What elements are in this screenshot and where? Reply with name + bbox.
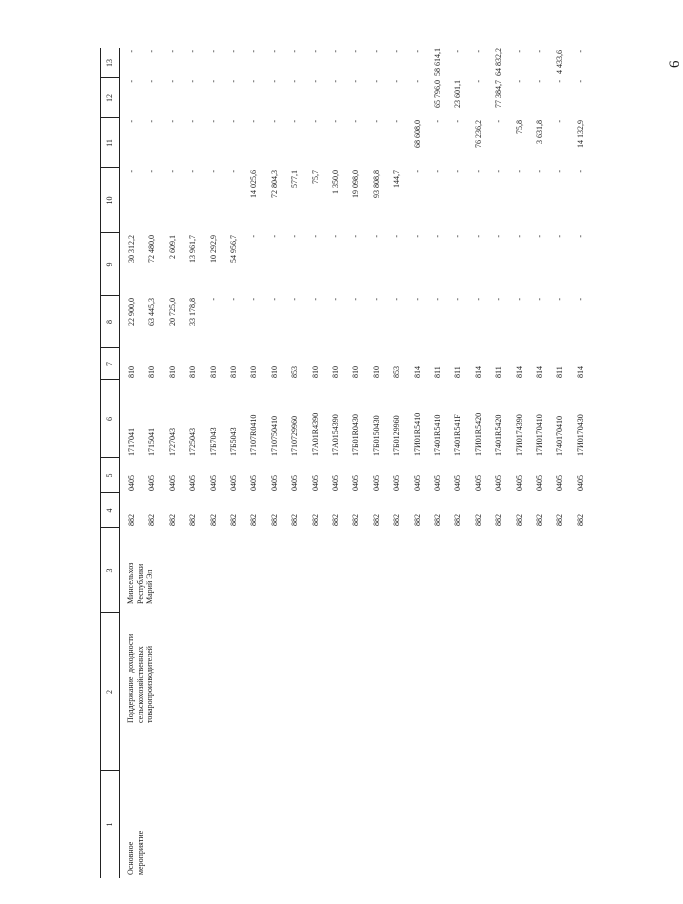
cell-c13: - <box>392 50 402 53</box>
cell-c12: - <box>208 80 218 83</box>
cell-c9: 54 956,7 <box>229 235 238 263</box>
cell-c12: - <box>535 80 544 83</box>
cell-c10: - <box>535 170 544 173</box>
cell-c12: - <box>269 80 279 83</box>
cell-c11: - <box>555 120 565 123</box>
cell-c11: - <box>229 120 238 123</box>
cell-c9: 13 961,7 <box>188 235 198 263</box>
cell-c11: - <box>127 120 136 123</box>
cell-c4: 882 <box>575 514 585 526</box>
column-divider <box>101 379 119 380</box>
table-row <box>147 48 167 878</box>
column-number-2: 2 <box>105 690 114 694</box>
table-row <box>555 48 575 878</box>
cell-c8: - <box>351 298 361 301</box>
cell-c13: - <box>331 50 340 53</box>
table-row <box>127 48 147 878</box>
cell-c13: 4 433,6 <box>555 50 565 74</box>
cell-c6: 1717041 <box>127 428 136 456</box>
cell-c8: - <box>535 298 544 301</box>
cell-c4: 882 <box>310 514 320 526</box>
cell-c11: - <box>208 120 218 123</box>
column-divider <box>101 167 119 168</box>
cell-c12: - <box>188 80 198 83</box>
cell-c5: 0405 <box>412 475 422 491</box>
page-number: 6 <box>667 60 683 68</box>
cell-c11: - <box>147 120 157 123</box>
cell-c5: 0405 <box>127 475 136 491</box>
cell-c7: 810 <box>147 366 157 378</box>
cell-c12: - <box>249 80 259 83</box>
cell-c9: - <box>351 235 361 238</box>
cell-c8: 63 445,3 <box>147 298 157 326</box>
table-row <box>290 48 310 878</box>
cell-c6: 1710750410 <box>269 416 279 456</box>
cell-c4: 882 <box>494 514 504 526</box>
column-number-6: 6 <box>105 417 114 421</box>
cell-c6: 17401R5410 <box>433 414 442 456</box>
cell-c5: 0405 <box>147 475 157 491</box>
column-divider <box>101 232 119 233</box>
cell-c8: - <box>269 298 279 301</box>
table-row <box>351 48 371 878</box>
cell-c8: - <box>514 298 524 301</box>
cell-c7: 811 <box>453 366 463 378</box>
cell-c12: - <box>514 80 524 83</box>
column-divider <box>101 612 119 613</box>
table-row <box>311 48 331 878</box>
cell-c12: - <box>412 80 422 83</box>
cell-c9: 10 292,9 <box>208 235 218 263</box>
cell-c9: - <box>392 235 402 238</box>
cell-c6: 1725043 <box>188 428 198 456</box>
cell-c9: - <box>555 235 565 238</box>
cell-c4: 882 <box>371 514 381 526</box>
cell-c12: - <box>392 80 402 83</box>
cell-c10: - <box>453 170 463 173</box>
cell-c4: 882 <box>331 514 340 526</box>
cell-c5: 0405 <box>331 475 340 491</box>
table-row <box>453 48 473 878</box>
cell-col2-continuation: доходности <box>126 633 135 673</box>
cell-c13: - <box>351 50 361 53</box>
cell-c8: - <box>575 298 585 301</box>
cell-c5: 0405 <box>290 475 300 491</box>
cell-c5: 0405 <box>269 475 279 491</box>
cell-c11: - <box>433 120 442 123</box>
column-number-10: 10 <box>105 196 114 205</box>
cell-c7: 810 <box>331 366 340 378</box>
cell-c9: - <box>290 235 300 238</box>
cell-c10: - <box>473 170 483 173</box>
cell-c10: 14 025,6 <box>249 170 259 198</box>
cell-c7: 810 <box>310 366 320 378</box>
cell-c11: - <box>331 120 340 123</box>
cell-c4: 882 <box>290 514 300 526</box>
cell-c6: 1727043 <box>167 428 177 456</box>
cell-c4: 882 <box>514 514 524 526</box>
cell-c9: 2 609,1 <box>167 235 177 259</box>
table-row <box>535 48 555 878</box>
cell-col3: Минсельхоз Республики Марий Эл <box>126 562 154 604</box>
cell-c8: - <box>433 298 442 301</box>
cell-c10: 93 808,8 <box>371 170 381 198</box>
cell-c12: - <box>371 80 381 83</box>
cell-c11: - <box>453 120 463 123</box>
cell-c6: 17401R541F <box>453 414 463 456</box>
cell-c13: - <box>188 50 198 53</box>
cell-c6: 17И0170410 <box>535 414 544 456</box>
cell-c4: 882 <box>412 514 422 526</box>
cell-c5: 0405 <box>473 475 483 491</box>
cell-c10: - <box>575 170 585 173</box>
column-number-12: 12 <box>105 94 114 102</box>
cell-c11: - <box>290 120 300 123</box>
cell-c10: 19 098,0 <box>351 170 361 198</box>
cell-c5: 0405 <box>433 475 442 491</box>
cell-c7: 810 <box>208 366 218 378</box>
column-number-5: 5 <box>105 473 114 478</box>
cell-c4: 882 <box>351 514 361 526</box>
table-row <box>392 48 412 878</box>
cell-c12: - <box>147 80 157 83</box>
cell-c11: 76 236,2 <box>473 120 483 148</box>
cell-c13: - <box>310 50 320 53</box>
cell-c5: 0405 <box>310 475 320 491</box>
cell-c13: - <box>249 50 259 53</box>
cell-c11: - <box>392 120 402 123</box>
table-row <box>494 48 514 878</box>
cell-c10: 1 350,0 <box>331 170 340 194</box>
cell-c8: - <box>555 298 565 301</box>
cell-c9: - <box>535 235 544 238</box>
cell-c11: 68 608,0 <box>412 120 422 148</box>
cell-c7: 811 <box>494 366 504 378</box>
table-row <box>270 48 290 878</box>
cell-c8: - <box>310 298 320 301</box>
cell-c11: 14 132,9 <box>575 120 585 148</box>
cell-c11: - <box>494 120 504 123</box>
cell-c5: 0405 <box>514 475 524 491</box>
cell-col2: Поддержание сельскохозяйственных товаропроизводителей <box>126 645 154 723</box>
cell-c7: 810 <box>351 366 361 378</box>
cell-c13: - <box>269 50 279 53</box>
cell-c8: - <box>392 298 402 301</box>
cell-c6: 17Б0150430 <box>371 415 381 456</box>
column-number-4: 4 <box>105 508 114 513</box>
cell-c4: 882 <box>147 514 157 526</box>
cell-c11: - <box>371 120 381 123</box>
cell-c4: 882 <box>473 514 483 526</box>
cell-c5: 0405 <box>371 475 381 491</box>
cell-c5: 0405 <box>351 475 361 491</box>
cell-c9: 72 480,0 <box>147 235 157 263</box>
cell-c5: 0405 <box>249 475 259 491</box>
cell-c4: 882 <box>229 514 238 526</box>
cell-c5: 0405 <box>392 475 402 491</box>
cell-c10: - <box>433 170 442 173</box>
table-row <box>576 48 596 878</box>
cell-c11: - <box>249 120 259 123</box>
cell-c6: 1740170410 <box>555 416 565 456</box>
cell-c12: 77 384,7 <box>494 80 504 108</box>
cell-c7: 810 <box>167 366 177 378</box>
cell-c7: 811 <box>555 366 565 378</box>
cell-c13: - <box>167 50 177 53</box>
cell-c12: - <box>351 80 361 83</box>
cell-c8: - <box>494 298 504 301</box>
cell-c6: 17Б7043 <box>208 427 218 456</box>
cell-c5: 0405 <box>453 475 463 491</box>
cell-c10: - <box>147 170 157 173</box>
cell-c5: 0405 <box>555 475 565 491</box>
cell-c13: - <box>229 50 238 53</box>
cell-c8: - <box>453 298 463 301</box>
cell-c13: - <box>147 50 157 53</box>
cell-c5: 0405 <box>229 475 238 491</box>
cell-c4: 882 <box>269 514 279 526</box>
cell-c6: 17И0174390 <box>514 414 524 456</box>
cell-c12: - <box>229 80 238 83</box>
cell-c6: 17И01R5410 <box>412 412 422 456</box>
cell-c12: - <box>331 80 340 83</box>
column-number-7: 7 <box>105 362 114 366</box>
cell-c6: 17А0154390 <box>331 414 340 456</box>
cell-c9: - <box>453 235 463 238</box>
cell-c13: - <box>575 50 585 53</box>
cell-c13: - <box>290 50 300 53</box>
column-number-row <box>100 48 120 878</box>
table-row <box>515 48 535 878</box>
cell-c10: - <box>555 170 565 173</box>
cell-c4: 882 <box>127 514 136 526</box>
cell-c4: 882 <box>535 514 544 526</box>
cell-c9: - <box>269 235 279 238</box>
cell-c12: - <box>555 80 565 83</box>
cell-c7: 814 <box>575 366 585 378</box>
cell-c6: 17Б01R0430 <box>351 414 361 456</box>
cell-c13: - <box>371 50 381 53</box>
table-row <box>168 48 188 878</box>
cell-c12: 65 796,0 <box>433 80 442 108</box>
cell-c9: 30 312,2 <box>127 235 136 263</box>
cell-c7: 810 <box>249 366 259 378</box>
cell-c6: 17Б5043 <box>229 427 238 456</box>
cell-c13: - <box>127 50 136 53</box>
cell-c13: 58 614,1 <box>433 48 442 76</box>
cell-c10: - <box>127 170 136 173</box>
cell-c13: - <box>473 50 483 53</box>
cell-c9: - <box>371 235 381 238</box>
cell-c7: 810 <box>229 366 238 378</box>
cell-c6: 17И0170430 <box>575 414 585 456</box>
cell-c5: 0405 <box>208 475 218 491</box>
table-row <box>249 48 269 878</box>
cell-c10: - <box>412 170 422 173</box>
cell-c11: 3 631,8 <box>535 120 544 144</box>
table-row <box>413 48 433 878</box>
budget-table <box>100 48 680 878</box>
cell-c10: - <box>514 170 524 173</box>
cell-c9: - <box>412 235 422 238</box>
cell-c6: 17И01R5420 <box>473 412 483 456</box>
cell-c10: - <box>188 170 198 173</box>
column-number-13: 13 <box>105 59 114 67</box>
cell-c9: - <box>473 235 483 238</box>
cell-c4: 882 <box>555 514 565 526</box>
cell-c12: 23 601,1 <box>453 80 463 108</box>
cell-c8: - <box>331 298 340 301</box>
cell-c8: - <box>249 298 259 301</box>
cell-c10: 72 804,3 <box>269 170 279 198</box>
cell-c7: 814 <box>473 366 483 378</box>
cell-c9: - <box>433 235 442 238</box>
column-number-8: 8 <box>105 320 114 324</box>
table-row <box>474 48 494 878</box>
cell-c7: 814 <box>535 366 544 378</box>
cell-c10: 75,7 <box>310 170 320 184</box>
cell-c5: 0405 <box>575 475 585 491</box>
cell-c4: 882 <box>249 514 259 526</box>
cell-c8: - <box>208 298 218 301</box>
cell-c6: 1715041 <box>147 428 157 456</box>
column-number-11: 11 <box>105 139 114 147</box>
cell-c4: 882 <box>433 514 442 526</box>
cell-c4: 882 <box>392 514 402 526</box>
cell-c12: - <box>167 80 177 83</box>
cell-c4: 882 <box>167 514 177 526</box>
cell-c11: - <box>310 120 320 123</box>
cell-c7: 810 <box>371 366 381 378</box>
cell-c6: 17А01R4390 <box>310 412 320 456</box>
cell-c8: - <box>229 298 238 301</box>
table-row <box>331 48 351 878</box>
cell-c8: - <box>473 298 483 301</box>
column-divider <box>101 457 119 458</box>
cell-c7: 853 <box>290 366 300 378</box>
table-row <box>209 48 229 878</box>
column-divider <box>101 770 119 771</box>
cell-c9: - <box>249 235 259 238</box>
cell-c8: 22 900,0 <box>127 298 136 326</box>
column-number-3: 3 <box>105 568 114 573</box>
cell-c9: - <box>575 235 585 238</box>
cell-c10: - <box>167 170 177 173</box>
cell-c8: - <box>371 298 381 301</box>
cell-c4: 882 <box>208 514 218 526</box>
cell-c13: 64 832,2 <box>494 48 504 76</box>
column-divider <box>101 77 119 78</box>
cell-c11: - <box>351 120 361 123</box>
cell-c13: - <box>514 50 524 53</box>
cell-c7: 810 <box>188 366 198 378</box>
cell-c8: - <box>290 298 300 301</box>
table-row <box>188 48 208 878</box>
cell-c10: - <box>494 170 504 173</box>
cell-c8: - <box>412 298 422 301</box>
cell-c13: - <box>535 50 544 53</box>
cell-c5: 0405 <box>167 475 177 491</box>
cell-c13: - <box>412 50 422 53</box>
cell-c12: - <box>575 80 585 83</box>
cell-c10: 577,1 <box>290 170 300 188</box>
cell-c9: - <box>331 235 340 238</box>
cell-c7: 810 <box>269 366 279 378</box>
column-divider <box>101 527 119 528</box>
cell-c12: - <box>127 80 136 83</box>
cell-c13: - <box>208 50 218 53</box>
cell-c7: 811 <box>433 366 442 378</box>
table-row <box>229 48 249 878</box>
column-divider <box>101 492 119 493</box>
cell-c11: 75,8 <box>514 120 524 134</box>
cell-c13: - <box>453 50 463 53</box>
cell-c4: 882 <box>188 514 198 526</box>
cell-c6: 17401R5420 <box>494 414 504 456</box>
cell-c8: 33 178,8 <box>188 298 198 326</box>
column-divider <box>101 347 119 348</box>
table-row <box>372 48 392 878</box>
cell-c12: - <box>310 80 320 83</box>
cell-c6: 1710729960 <box>290 416 300 456</box>
cell-c9: - <box>310 235 320 238</box>
cell-c6: 17107R0410 <box>249 414 259 456</box>
cell-c11: - <box>167 120 177 123</box>
cell-c10: - <box>229 170 238 173</box>
column-number-1: 1 <box>105 822 114 827</box>
cell-c5: 0405 <box>188 475 198 491</box>
cell-c12: - <box>290 80 300 83</box>
cell-c7: 810 <box>127 366 136 378</box>
column-divider <box>101 117 119 118</box>
cell-c7: 853 <box>392 366 402 378</box>
cell-col1: Основное мероприятие <box>126 830 145 875</box>
cell-c11: - <box>188 120 198 123</box>
cell-c5: 0405 <box>494 475 504 491</box>
cell-c9: - <box>514 235 524 238</box>
cell-c8: 20 725,0 <box>167 298 177 326</box>
cell-c9: - <box>494 235 504 238</box>
cell-c11: - <box>269 120 279 123</box>
cell-c12: - <box>473 80 483 83</box>
cell-c7: 814 <box>514 366 524 378</box>
cell-c4: 882 <box>453 514 463 526</box>
column-number-9: 9 <box>105 262 114 267</box>
cell-c10: 144,7 <box>392 170 402 188</box>
cell-c6: 17Б0129960 <box>392 415 402 456</box>
column-divider <box>101 295 119 296</box>
cell-c7: 814 <box>412 366 422 378</box>
cell-c10: - <box>208 170 218 173</box>
table-row <box>433 48 453 878</box>
cell-c5: 0405 <box>535 475 544 491</box>
